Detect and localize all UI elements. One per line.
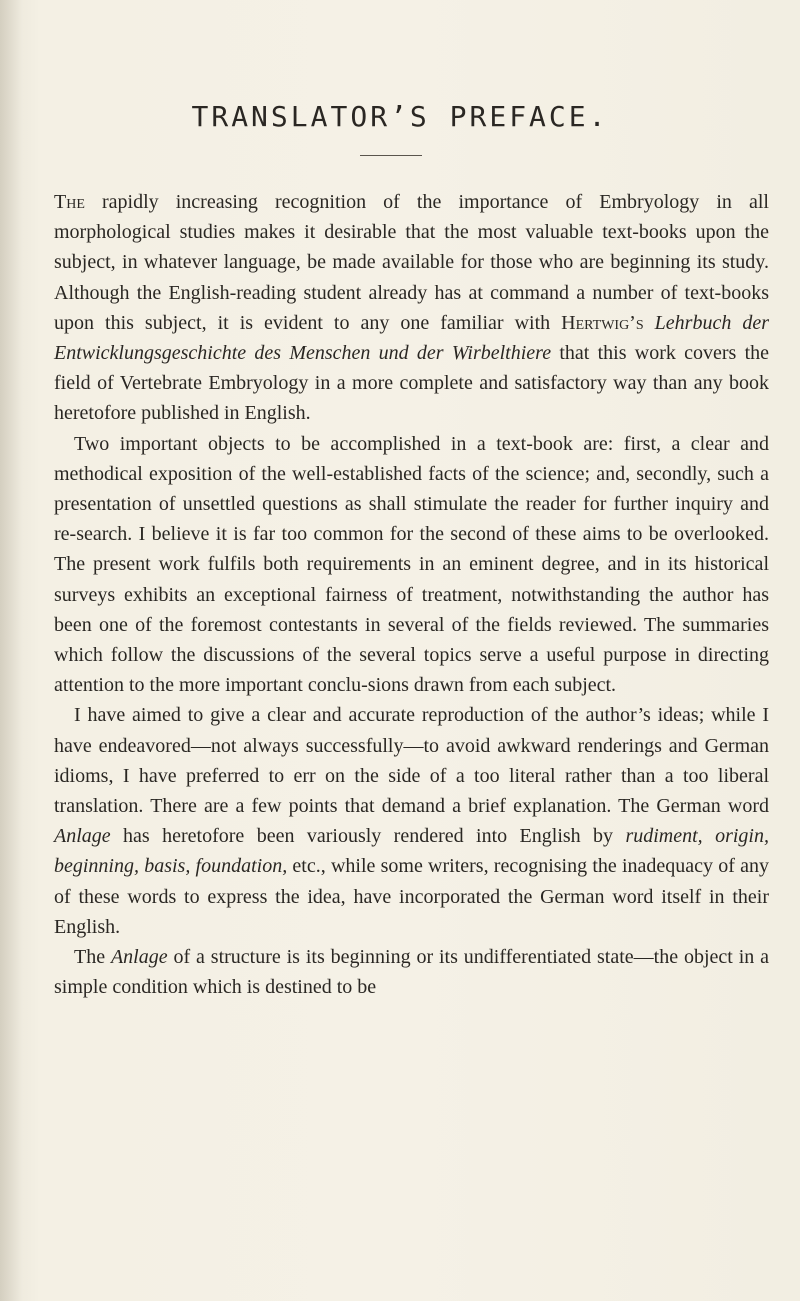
heading-rule <box>360 155 422 156</box>
paragraph-1 <box>54 187 769 429</box>
lead-word: The <box>54 191 85 213</box>
preface-body <box>54 187 769 1002</box>
p4-text-1: The <box>74 946 111 969</box>
paragraph-2: Two important objects to be accomplished in a text-book are: first, a clear and methodical exposition of the well-established facts of the science; and, secondly, such a presentation of unsettled questions as shall stimulate the reader for further inquiry and re-search. I believe it is far too common for the second of these aims to be overlooked. The present work fulfils both requirements in an eminent degree, and in its historical surveys exhibits an exceptional fairness of treatment, notwithstanding the author has been one of the foremost contestants in several of the fields reviewed. The summaries which follow the discussions of the several topics serve a useful purpose in directing attention to the more important conclu-sions drawn from each subject. <box>54 432 769 697</box>
book-title: Lehrbuch der Entwicklungsgeschichte des Menschen und der Wirbelthiere <box>54 311 769 365</box>
p3-text-2: has heretofore been variously rendered into English by <box>110 825 626 848</box>
p1-text-1: rapidly increasing recognition of the importance of Embryology in all morphological studies makes it desirable that the most valuable text-books upon the subject, in whatever language, be made available for those who are beginning its study. Although the English-reading student already has at command a number of text-books upon this subject, it is evident to any one familiar with <box>54 191 769 334</box>
translation-terms: rudiment, origin, beginning, basis, foundation, <box>54 825 769 878</box>
p4-text-2: of a structure is its beginning or its undifferentiated state—the object in a simple condition which is destined to be <box>54 946 770 999</box>
author-name: Hertwig’s <box>561 311 644 334</box>
p1-space <box>644 312 655 334</box>
p3-text-3: etc., while some writers, recognising the inadequacy of any of these words to express the idea, have incorporated the German word itself in their English. <box>54 855 769 938</box>
paragraph-3 <box>54 700 769 942</box>
term-anlage-2: Anlage <box>110 946 168 969</box>
term-anlage: Anlage <box>54 825 111 848</box>
page-heading: TRANSLATOR’S PREFACE. <box>191 100 609 133</box>
p3-text-1: I have aimed to give a clear and accurate reproduction of the author’s ideas; while I have endeavored—not always successfully—to avoid awkward renderings and German idioms, I have preferred to err on the side of a too literal rather than a too liberal translation. There are a few points that demand a brief explanation. The German word <box>54 704 769 818</box>
paragraph-4 <box>54 942 769 1002</box>
binding-shadow <box>0 0 22 1301</box>
p1-text-2: that this work covers the field of Vertebrate Embryology in a more complete and satisfactory way than any book heretofore published in English. <box>54 342 769 425</box>
